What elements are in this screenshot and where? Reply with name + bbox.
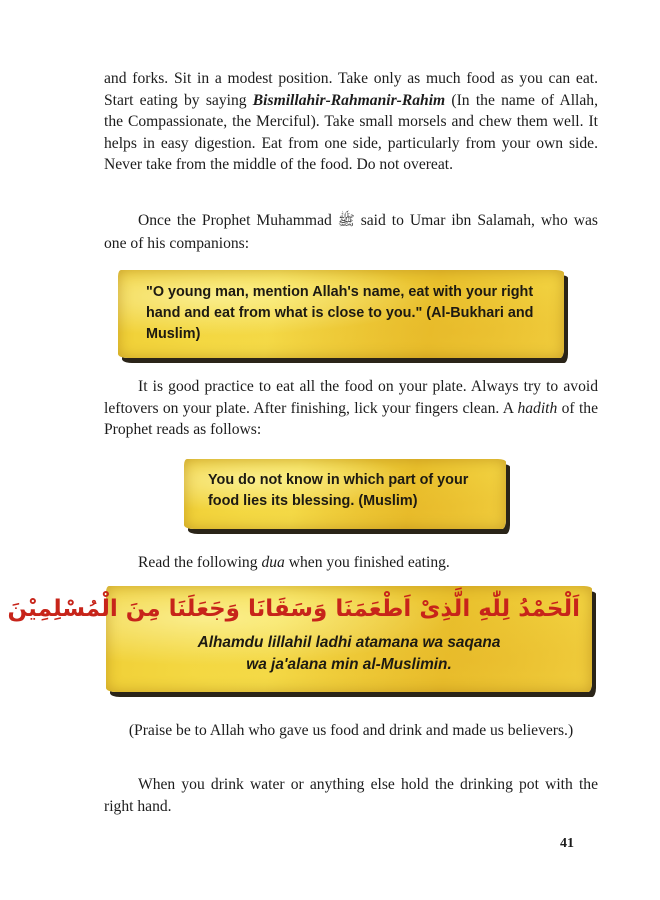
dua-box — [7, 586, 592, 692]
dua-word: dua — [261, 554, 285, 571]
paragraph-leftovers — [104, 376, 598, 441]
page-number: 41 — [560, 836, 574, 851]
paragraph-text: and forks. Sit in a modest position. Take only as much food as you can eat. Start eating by saying — [104, 70, 598, 109]
paragraph-text: when you finished eating. — [284, 554, 450, 571]
transliteration-line-2: wa ja'alana min al-Muslimin. — [246, 656, 452, 673]
bismillah-phrase: Bismillahir-Rahmanir-Rahim — [252, 91, 446, 109]
hadith-word: hadith — [517, 399, 558, 417]
paragraph-text: said to Umar ibn Salamah, who was one of his companions: — [104, 212, 598, 252]
paragraph-text: Once the Prophet Muhammad — [138, 212, 338, 229]
dua-transliteration — [126, 632, 572, 676]
paragraph-dua-intro — [104, 552, 598, 574]
quote-text-muslim: You do not know in which part of your food lies its blessing. (Muslim) — [208, 472, 469, 509]
paragraph-eating-manners — [104, 68, 598, 176]
paragraph-text: (In the name of Allah, the Compassionate, the Merciful). Take small morsels and chew them well. It helps in easy digestion. Eat from one side, particularly from your own side. Never take from the middle of the food. Do not overeat. — [104, 91, 598, 174]
paragraph-drinking: When you drink water or anything else hold the drinking pot with the right hand. — [104, 776, 598, 815]
paragraph-text: of the Prophet reads as follows: — [104, 399, 598, 439]
quote-box-bukhari — [118, 270, 564, 358]
dua-arabic-text: اَلْحَمْدُ لِلّٰهِ الَّذِىْ اَطْعَمَنَا وَسَقَانَا وَجَعَلَنَا مِنَ الْمُسْلِمِيْنَ — [7, 596, 580, 622]
honorific-symbol: ﷺ — [337, 213, 355, 229]
quote-text-bukhari: "O young man, mention Allah's name, eat with your right hand and eat from what is close to you." (Al-Bukhari and Muslim) — [146, 284, 534, 342]
paragraph-text: It is good practice to eat all the food on your plate. Always try to avoid leftovers on your plate. After finishing, lick your fingers clean. A — [104, 378, 598, 417]
paragraph-text: Read the following — [138, 554, 262, 571]
dua-translation: (Praise be to Allah who gave us food and drink and made us believers.) — [128, 722, 574, 739]
paragraph-prophet-umar — [104, 210, 598, 254]
quote-box-muslim — [184, 459, 506, 529]
transliteration-line-1: Alhamdu lillahil ladhi atamana wa saqana — [197, 634, 501, 651]
